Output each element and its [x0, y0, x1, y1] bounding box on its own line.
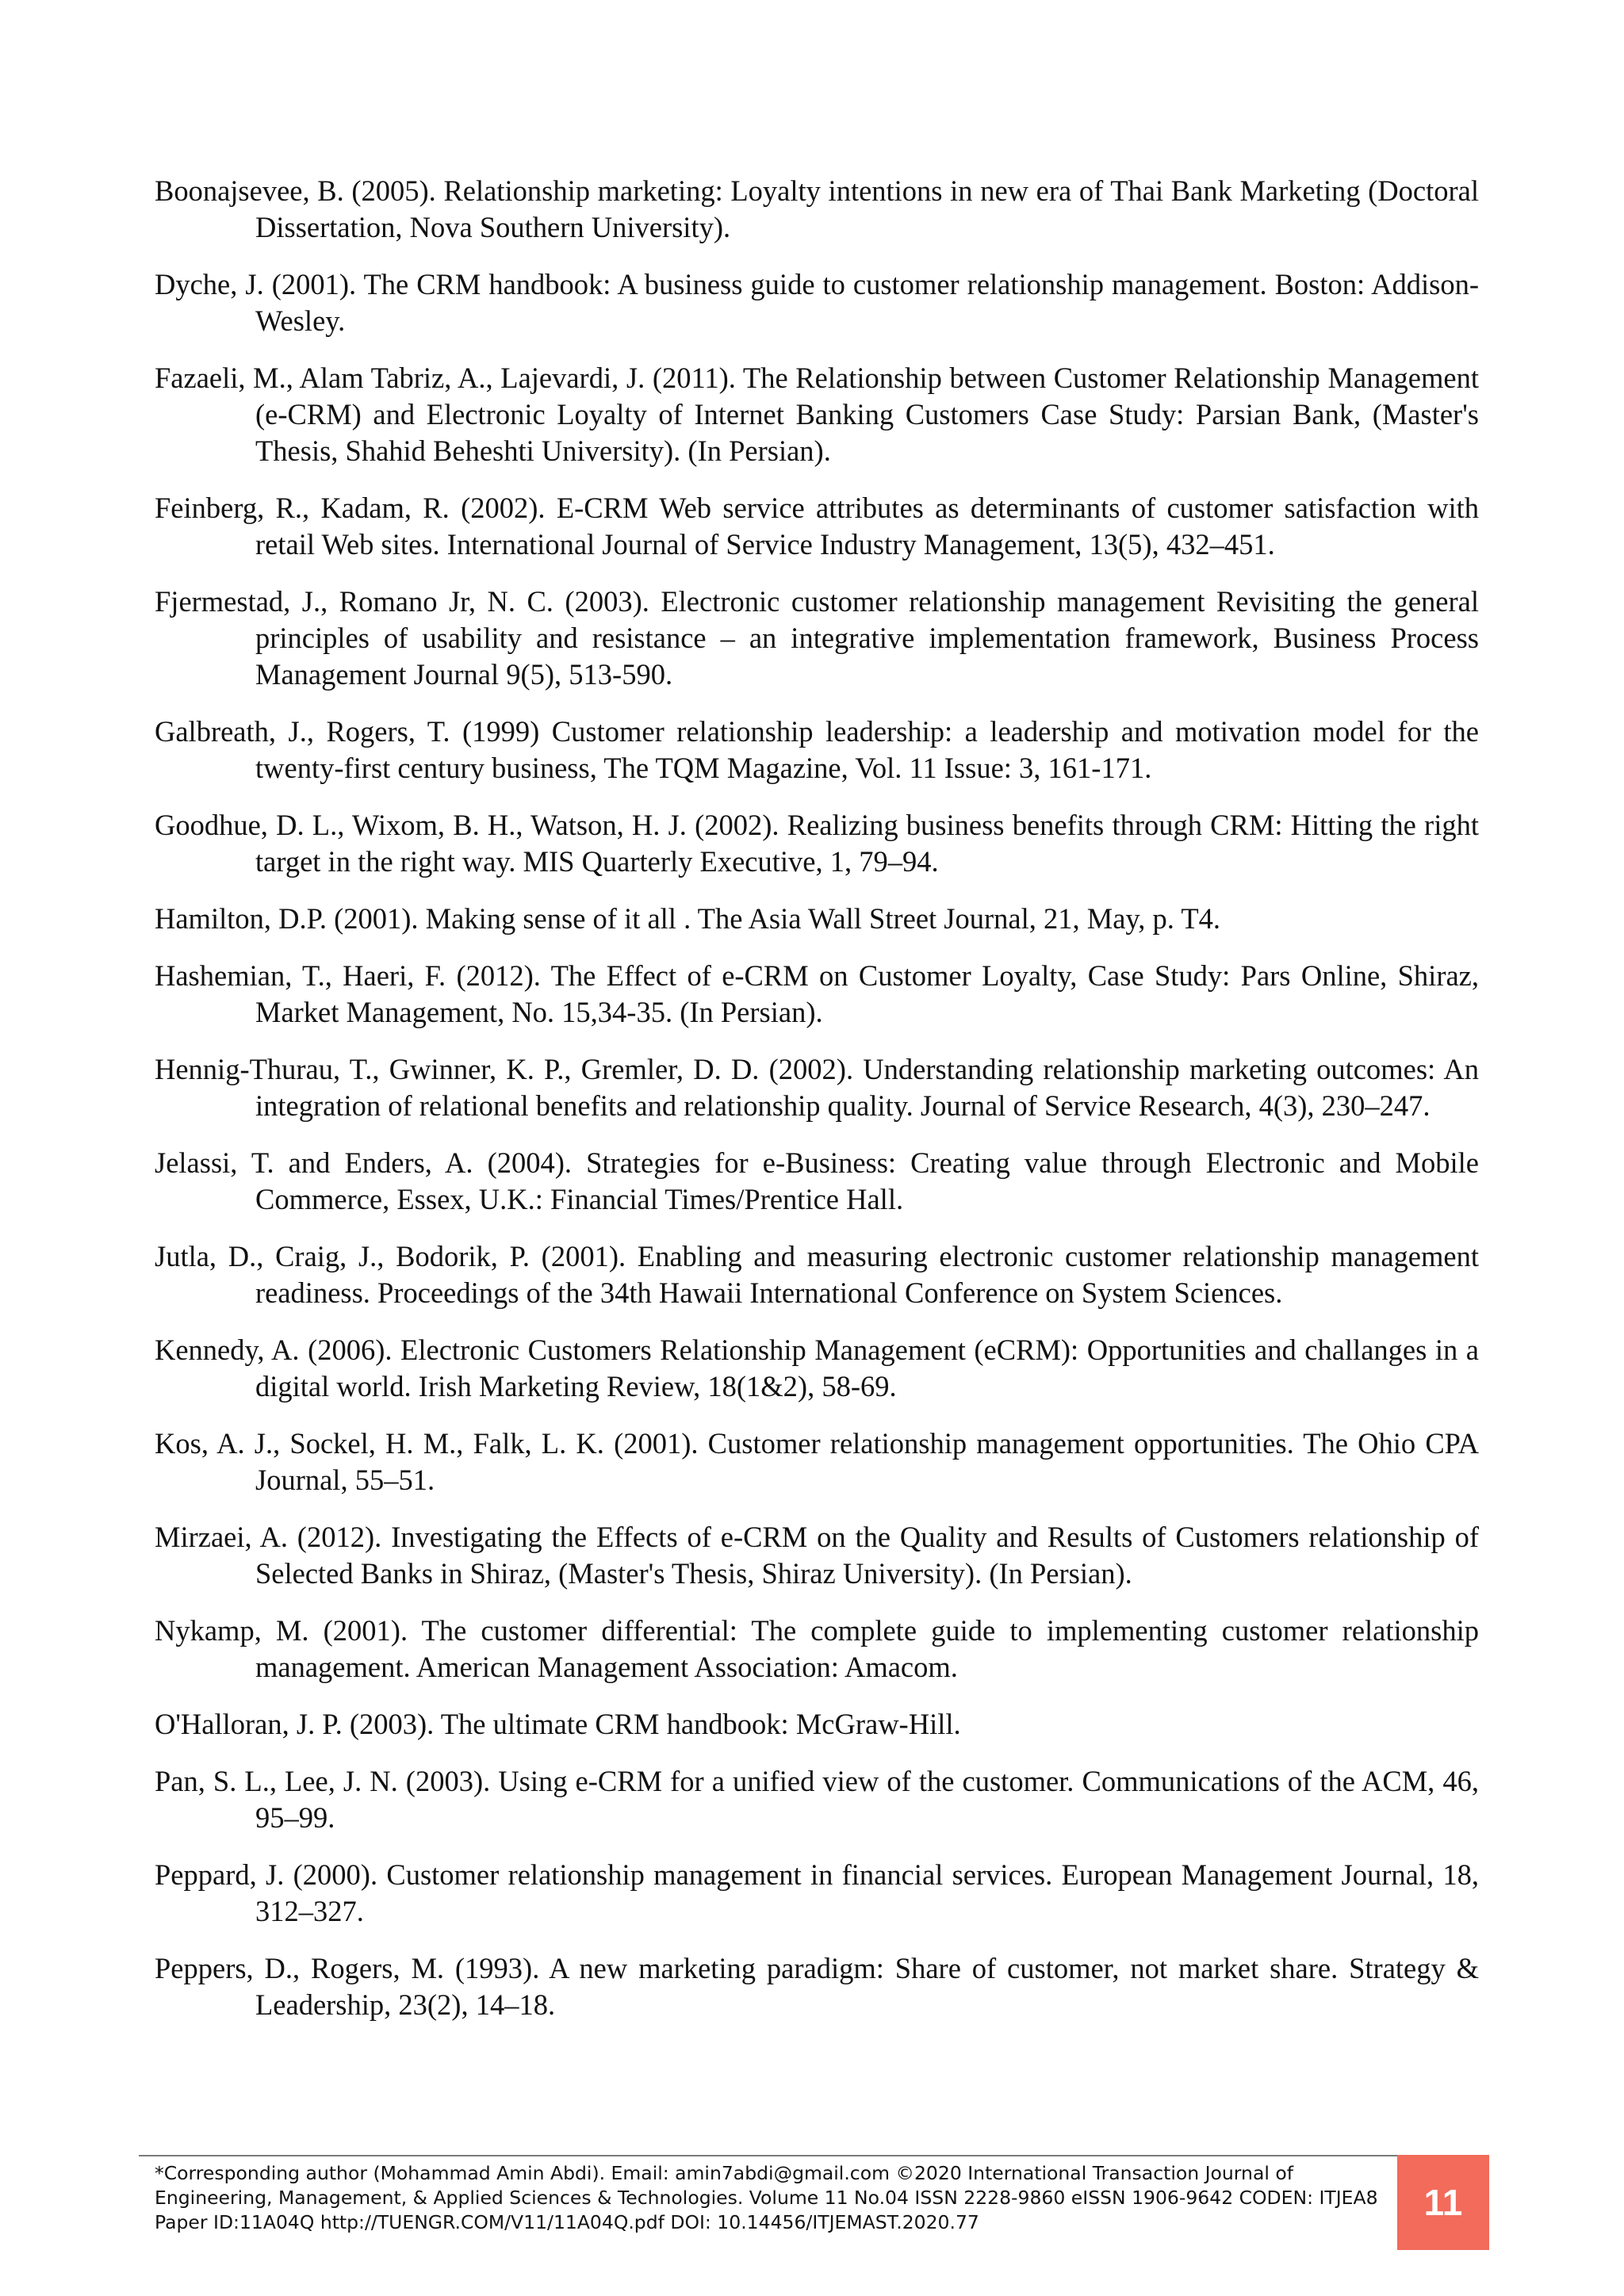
reference-item: Hamilton, D.P. (2001). Making sense of it all . The Asia Wall Street Journal, 21, May, p. T4. — [155, 902, 1221, 935]
reference-item: Galbreath, J., Rogers, T. (1999) Customer relationship leadership: a leadership and motivation model for the twenty-first century business, The TQM Magazine, Vol. 11 Issue: 3, 161-171. — [155, 715, 1479, 784]
reference-item: Hennig-Thurau, T., Gwinner, K. P., Gremler, D. D. (2002). Understanding relationship marketing outcomes: An integration of relational benefits and relationship quality. Journal of Service Research, 4(3), 230–247. — [155, 1053, 1479, 1122]
reference-item: Fazaeli, M., Alam Tabriz, A., Lajevardi, J. (2011). The Relationship between Customer Relationship Management (e-CRM) and Electronic Loyalty of Internet Banking Customers Case Study: Parsian Bank, (Master's Thesis, Shahid Beheshti University). (In Persian). — [155, 362, 1479, 467]
reference-item: Boonajsevee, B. (2005). Relationship marketing: Loyalty intentions in new era of Thai Bank Marketing (Doctoral Dissertation, Nova Southern University). — [155, 174, 1479, 243]
reference-item: Nykamp, M. (2001). The customer differential: The complete guide to implementing customer relationship management. American Management Association: Amacom. — [155, 1614, 1479, 1683]
reference-item: Peppard, J. (2000). Customer relationship management in financial services. European Management Journal, 18, 312–327. — [155, 1858, 1479, 1927]
reference-item: Jutla, D., Craig, J., Bodorik, P. (2001). Enabling and measuring electronic customer relationship management readiness. Proceedings of the 34th Hawaii International Conference on System Sciences. — [155, 1240, 1479, 1309]
reference-item: Kennedy, A. (2006). Electronic Customers Relationship Management (eCRM): Opportunities and challanges in a digital world. Irish Marketing Review, 18(1&2), 58-69. — [155, 1334, 1479, 1402]
reference-item: Dyche, J. (2001). The CRM handbook: A business guide to customer relationship management. Boston: Addison-Wesley. — [155, 268, 1479, 337]
reference-item: Mirzaei, A. (2012). Investigating the Effects of e-CRM on the Quality and Results of Customers relationship of Selected Banks in Shiraz, (Master's Thesis, Shiraz University). (In Persian). — [155, 1521, 1479, 1590]
reference-item: Fjermestad, J., Romano Jr, N. C. (2003). Electronic customer relationship management Revisiting the general principles of usability and resistance – an integrative implementation framework, Business Process Management Journal 9(5), 513-590. — [155, 585, 1479, 691]
reference-item: Jelassi, T. and Enders, A. (2004). Strategies for e-Business: Creating value through Electronic and Mobile Commerce, Essex, U.K.: Financial Times/Prentice Hall. — [155, 1146, 1479, 1215]
reference-item: Peppers, D., Rogers, M. (1993). A new marketing paradigm: Share of customer, not market share. Strategy & Leadership, 23(2), 14–18. — [155, 1952, 1479, 2021]
footer-divider — [139, 2155, 1489, 2156]
footer-citation: *Corresponding author (Mohammad Amin Abdi). Email: amin7abdi@gmail.com ©2020 International Transaction Journal of Engineering, Management, & Applied Sciences & Technologies. Volume 11 No.04 ISSN 2228-9860 eISSN 1906-9642 CODEN: ITJEA8 Paper ID:11A04Q http://TUENGR.COM/V11/11A04Q.pdf DOI: 10.14456/ITJEMAST.2020.77 — [155, 2162, 1378, 2233]
page-number-badge: 11 — [1397, 2155, 1489, 2250]
reference-item: Pan, S. L., Lee, J. N. (2003). Using e-CRM for a unified view of the customer. Communications of the ACM, 46, 95–99. — [155, 1765, 1479, 1834]
reference-item: Kos, A. J., Sockel, H. M., Falk, L. K. (2001). Customer relationship management opportunities. The Ohio CPA Journal, 55–51. — [155, 1427, 1479, 1496]
reference-item: O'Halloran, J. P. (2003). The ultimate CRM handbook: McGraw-Hill. — [155, 1708, 961, 1740]
reference-item: Hashemian, T., Haeri, F. (2012). The Effect of e-CRM on Customer Loyalty, Case Study: Pars Online, Shiraz, Market Management, No. 15,34-35. (In Persian). — [155, 959, 1479, 1028]
reference-item: Goodhue, D. L., Wixom, B. H., Watson, H. J. (2002). Realizing business benefits through CRM: Hitting the right target in the right way. MIS Quarterly Executive, 1, 79–94. — [155, 809, 1479, 878]
reference-list — [155, 173, 1479, 2044]
reference-item: Feinberg, R., Kadam, R. (2002). E-CRM Web service attributes as determinants of customer satisfaction with retail Web sites. International Journal of Service Industry Management, 13(5), 432–451. — [155, 492, 1479, 561]
